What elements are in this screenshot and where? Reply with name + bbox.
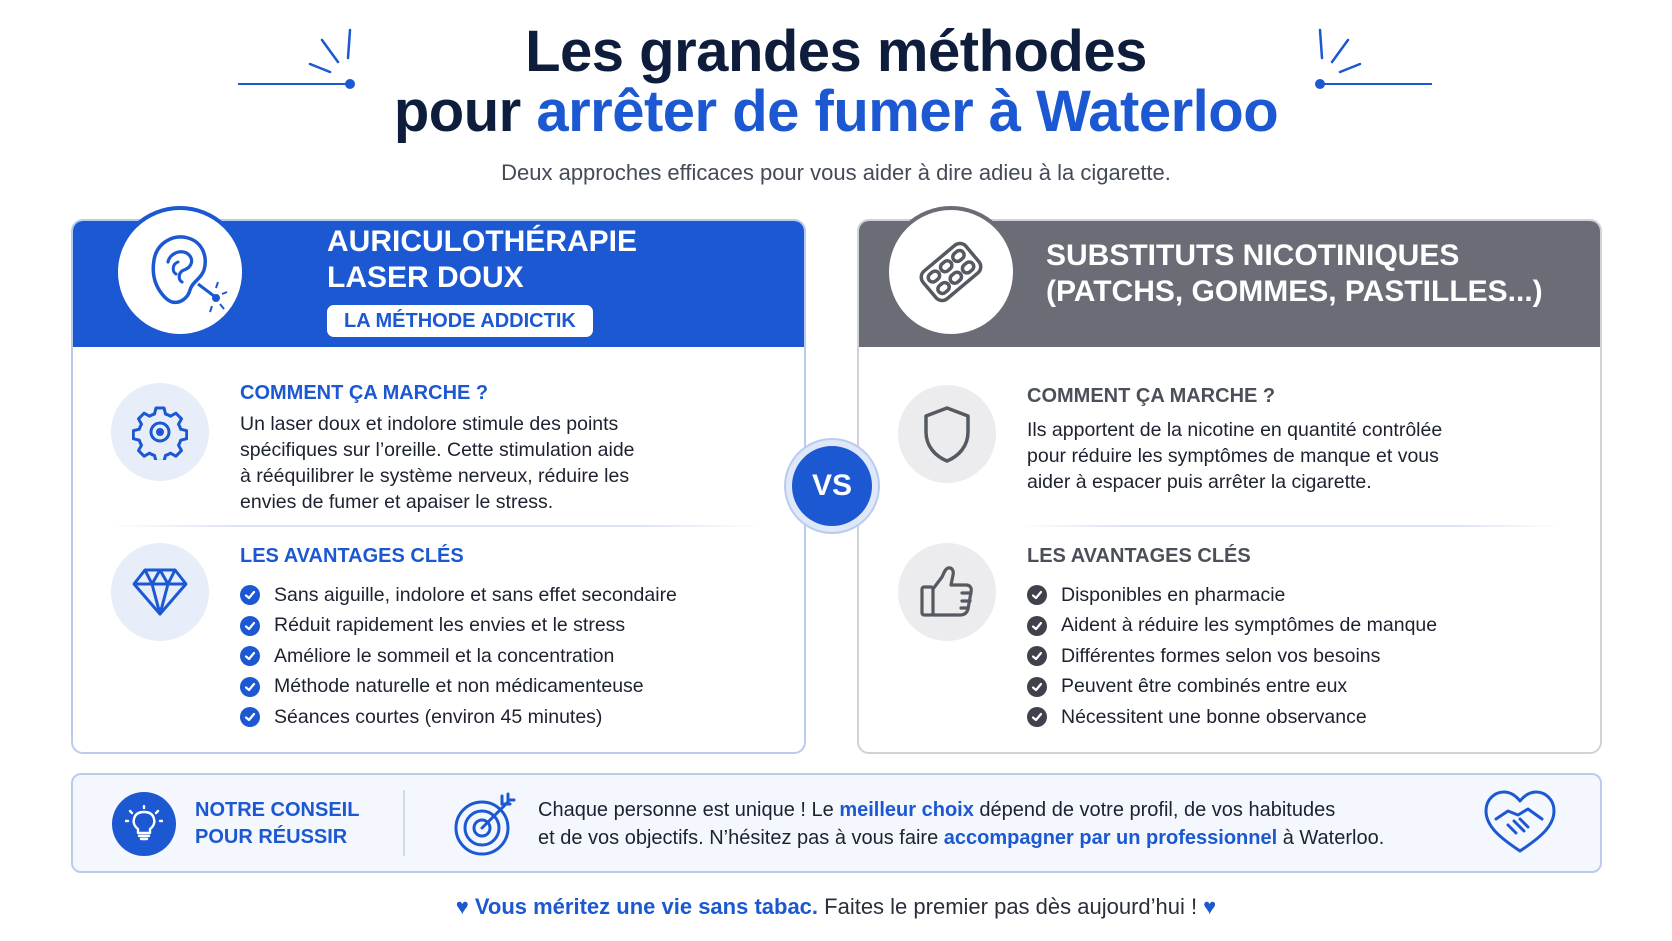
diamond-icon: [111, 543, 209, 641]
check-icon: [240, 707, 260, 727]
gear-icon: [111, 383, 209, 481]
advice-line2: [538, 824, 1384, 852]
benefit-text: Méthode naturelle et non médicamenteuse: [274, 675, 644, 698]
left-benefits-list: [240, 580, 677, 733]
list-item: [240, 641, 677, 672]
right-divider: [1020, 525, 1560, 527]
left-divider: [110, 525, 765, 527]
shield-icon: [898, 385, 996, 483]
check-icon: [1027, 585, 1047, 605]
benefit-text: Séances courtes (environ 45 minutes): [274, 705, 603, 728]
advice-text-part: Chaque personne est unique ! Le: [538, 799, 840, 821]
advice-title: [195, 797, 359, 851]
left-card-title: [327, 224, 637, 296]
advice-text-part: et de vos objectifs. N’hésitez pas à vous faire: [538, 827, 944, 849]
list-item: [240, 672, 677, 703]
left-how-line: Un laser doux et indolore stimule des points: [240, 413, 619, 435]
page-subtitle: Deux approches efficaces pour vous aider à dire adieu à la cigarette.: [501, 160, 1171, 185]
right-benefits-list: [1027, 580, 1437, 733]
heart-icon: ♥: [455, 894, 469, 919]
ear-laser-icon: [114, 206, 246, 338]
vs-badge: VS: [786, 440, 878, 532]
check-icon: [240, 677, 260, 697]
advice-highlight: meilleur choix: [839, 799, 974, 821]
check-icon: [1027, 707, 1047, 727]
left-card-title-line1: AURICULOTHÉRAPIE: [327, 225, 638, 258]
advice-text: [538, 796, 1384, 852]
right-how-heading: COMMENT ÇA MARCHE ?: [1027, 385, 1276, 407]
advice-separator: [403, 790, 405, 856]
list-item: [1027, 611, 1437, 642]
benefit-text: Différentes formes selon vos besoins: [1061, 644, 1381, 667]
advice-highlight: accompagner par un professionnel: [943, 827, 1278, 849]
target-icon: [452, 792, 518, 858]
advice-line1: [538, 796, 1384, 824]
list-item: [240, 702, 677, 733]
advice-title-line2: POUR RÉUSSIR: [195, 826, 348, 848]
pill-blister-icon: [885, 206, 1017, 338]
list-item: [240, 611, 677, 642]
page-title-line1: Les grandes méthodes: [525, 19, 1147, 84]
check-icon: [240, 585, 260, 605]
list-item: [1027, 672, 1437, 703]
advice-text-part: dépend de votre profil, de vos habitudes: [973, 799, 1336, 821]
benefit-text: Aident à réduire les symptômes de manque: [1061, 614, 1438, 637]
thumbs-up-icon: [898, 543, 996, 641]
check-icon: [240, 616, 260, 636]
list-item: [1027, 580, 1437, 611]
footer-text: Faites le premier pas dès aujourd’hui !: [818, 894, 1198, 919]
right-benefits-heading: LES AVANTAGES CLÉS: [1027, 545, 1251, 567]
list-item: [1027, 641, 1437, 672]
right-card-title: [1046, 238, 1543, 310]
benefit-text: Sans aiguille, indolore et sans effet secondaire: [274, 583, 677, 606]
left-how-line: envies de fumer et apaiser le stress.: [240, 491, 554, 513]
check-icon: [1027, 677, 1047, 697]
heart-icon: ♥: [1203, 894, 1217, 919]
benefit-text: Améliore le sommeil et la concentration: [274, 644, 615, 667]
right-how-line: aider à espacer puis arrêter la cigarette.: [1027, 471, 1372, 493]
benefit-text: Peuvent être combinés entre eux: [1061, 675, 1348, 698]
benefit-text: Disponibles en pharmacie: [1061, 583, 1286, 606]
advice-title-line1: NOTRE CONSEIL: [195, 799, 360, 821]
method-badge: LA MÉTHODE ADDICTIK: [327, 305, 593, 337]
check-icon: [240, 646, 260, 666]
footer-highlight: Vous méritez une vie sans tabac.: [474, 894, 819, 919]
right-card-title-line2: (PATCHS, GOMMES, PASTILLES...): [1046, 275, 1543, 308]
benefit-text: Nécessitent une bonne observance: [1061, 705, 1367, 728]
benefit-text: Réduit rapidement les envies et le stress: [274, 614, 626, 637]
list-item: [240, 580, 677, 611]
left-how-line: à rééquilibrer le système nerveux, réduire les: [240, 465, 630, 487]
left-benefits-heading: LES AVANTAGES CLÉS: [240, 545, 464, 567]
advice-text-part: à Waterloo.: [1277, 827, 1385, 849]
check-icon: [1027, 646, 1047, 666]
right-how-line: Ils apportent de la nicotine en quantité contrôlée: [1027, 419, 1443, 441]
footer-message: [0, 894, 1672, 920]
title-prefix: pour: [393, 79, 537, 144]
right-card-title-line1: SUBSTITUTS NICOTINIQUES: [1046, 239, 1460, 272]
lightbulb-icon: [112, 792, 176, 856]
right-how-text: [1027, 417, 1442, 495]
heart-handshake-icon: [1482, 789, 1558, 857]
check-icon: [1027, 616, 1047, 636]
left-how-heading: COMMENT ÇA MARCHE ?: [240, 382, 489, 404]
page-title-line2: [0, 78, 1672, 145]
left-how-line: spécifiques sur l’oreille. Cette stimulation aide: [240, 439, 635, 461]
left-how-text: [240, 411, 635, 515]
right-how-line: pour réduire les symptômes de manque et vous: [1027, 445, 1439, 467]
title-highlight: arrêter de fumer à Waterloo: [536, 79, 1279, 144]
list-item: [1027, 702, 1437, 733]
left-card-title-line2: LASER DOUX: [327, 261, 524, 294]
